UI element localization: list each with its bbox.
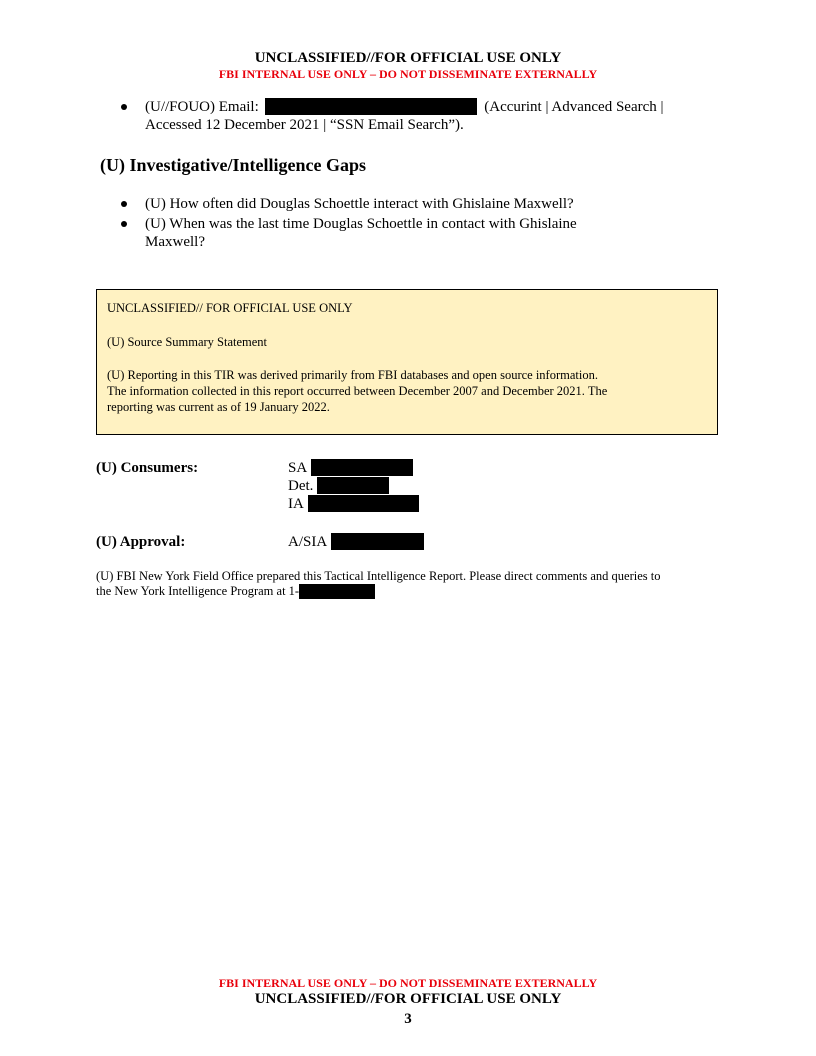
gap-question-2-line2: Maxwell? [145, 234, 205, 250]
footer-dissemination-warning: FBI INTERNAL USE ONLY – DO NOT DISSEMINATE EXTERNALLY [218, 976, 598, 990]
redaction-block [331, 533, 424, 550]
gap-question-2-line1: (U) When was the last time Douglas Schoettle in contact with Ghislaine [145, 216, 577, 232]
consumer-entry [288, 477, 389, 495]
source-box-body-line1: (U) Reporting in this TIR was derived primarily from FBI databases and open source information. [107, 368, 598, 382]
bullet-icon [121, 104, 127, 110]
bullet-icon [121, 201, 127, 207]
page-number: 3 [404, 1011, 412, 1027]
header-classification: UNCLASSIFIED//FOR OFFICIAL USE ONLY [254, 50, 562, 66]
redaction-block [317, 477, 389, 494]
preparer-note-line1: (U) FBI New York Field Office prepared this Tactical Intelligence Report. Please direct comments and queries to [96, 569, 661, 583]
approval-title: A/SIA [288, 534, 328, 550]
consumer-entry [288, 459, 413, 477]
approval-label: (U) Approval: [96, 534, 186, 550]
consumer-title: SA [288, 460, 308, 476]
consumer-entry [288, 495, 419, 513]
header-dissemination-warning: FBI INTERNAL USE ONLY – DO NOT DISSEMINATE EXTERNALLY [218, 67, 598, 81]
redaction-block [265, 98, 477, 115]
section-heading-gaps: (U) Investigative/Intelligence Gaps [100, 155, 366, 175]
bullet-icon [121, 221, 127, 227]
consumer-title: IA [288, 496, 304, 512]
email-bullet-line1 [145, 98, 664, 116]
source-box-body-line3: reporting was current as of 19 January 2022. [107, 400, 330, 414]
redaction-block [311, 459, 413, 476]
preparer-note-line2 [96, 584, 375, 599]
source-summary-box [96, 289, 718, 435]
email-bullet-prefix: (U//FOUO) Email: [145, 99, 259, 115]
gap-question-1: (U) How often did Douglas Schoettle interact with Ghislaine Maxwell? [145, 196, 574, 212]
email-bullet-line2: Accessed 12 December 2021 | “SSN Email Search”). [145, 117, 464, 133]
consumer-title: Det. [288, 478, 314, 494]
approval-entry [288, 533, 424, 551]
source-box-classification: UNCLASSIFIED// FOR OFFICIAL USE ONLY [107, 301, 353, 315]
redaction-block [299, 584, 375, 599]
source-box-title: (U) Source Summary Statement [107, 335, 268, 349]
consumers-label: (U) Consumers: [96, 460, 199, 476]
preparer-note-text: the New York Intelligence Program at 1- [96, 584, 300, 598]
source-box-body-line2: The information collected in this report occurred between December 2007 and December 2021. The [107, 384, 608, 398]
redaction-block [308, 495, 419, 512]
footer-classification: UNCLASSIFIED//FOR OFFICIAL USE ONLY [254, 991, 562, 1007]
email-bullet-suffix: (Accurint | Advanced Search | [484, 99, 664, 115]
